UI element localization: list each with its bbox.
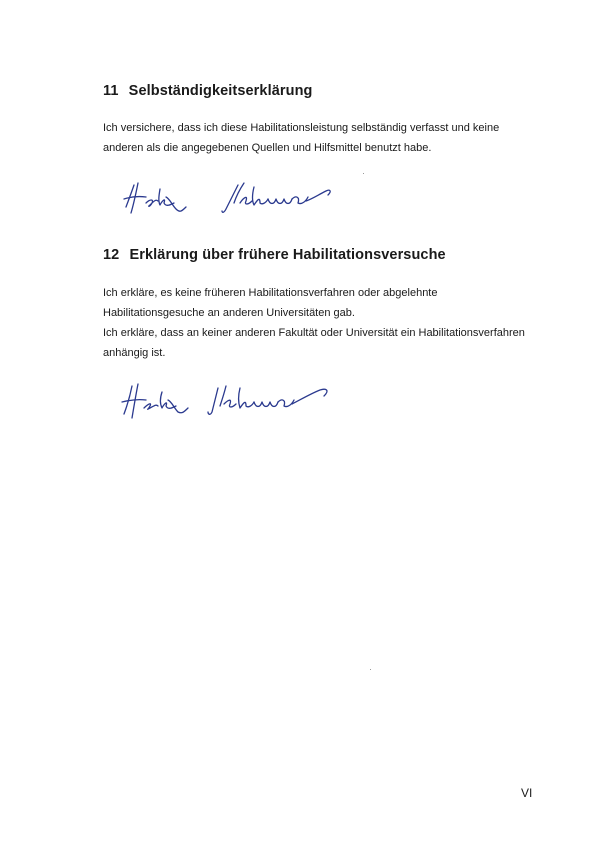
section-12-line-1: Ich erkläre, es keine früheren Habilitationsverfahren oder abgelehnte (103, 287, 438, 299)
section-12-heading (103, 247, 446, 263)
section-11-number: 11 (103, 83, 119, 99)
section-11-line-1: Ich versichere, dass ich diese Habilitationsleistung selbständig verfasst und keine (103, 122, 500, 134)
section-12-line-4: anhängig ist. (103, 347, 166, 359)
signature-1 (120, 177, 350, 227)
signature-2 (120, 378, 350, 428)
section-11-heading (103, 83, 312, 99)
section-11-line-2: anderen als die angegebenen Quellen und Hilfsmittel benutzt habe. (103, 142, 432, 154)
section-12-paragraph (103, 283, 525, 363)
scan-speck (370, 669, 371, 670)
section-12-number: 12 (103, 247, 120, 263)
section-12-title: Erklärung über frühere Habilitationsversuche (129, 247, 446, 263)
section-12-line-3: Ich erkläre, dass an keiner anderen Fakultät oder Universität ein Habilitationsverfahren (103, 327, 525, 339)
section-11-paragraph (103, 118, 499, 158)
page-number: VI (521, 786, 533, 800)
section-11-title: Selbständigkeitserklärung (128, 83, 313, 99)
section-12-line-2: Habilitationsgesuche an anderen Universitäten gab. (103, 307, 355, 319)
scan-speck (363, 173, 364, 174)
